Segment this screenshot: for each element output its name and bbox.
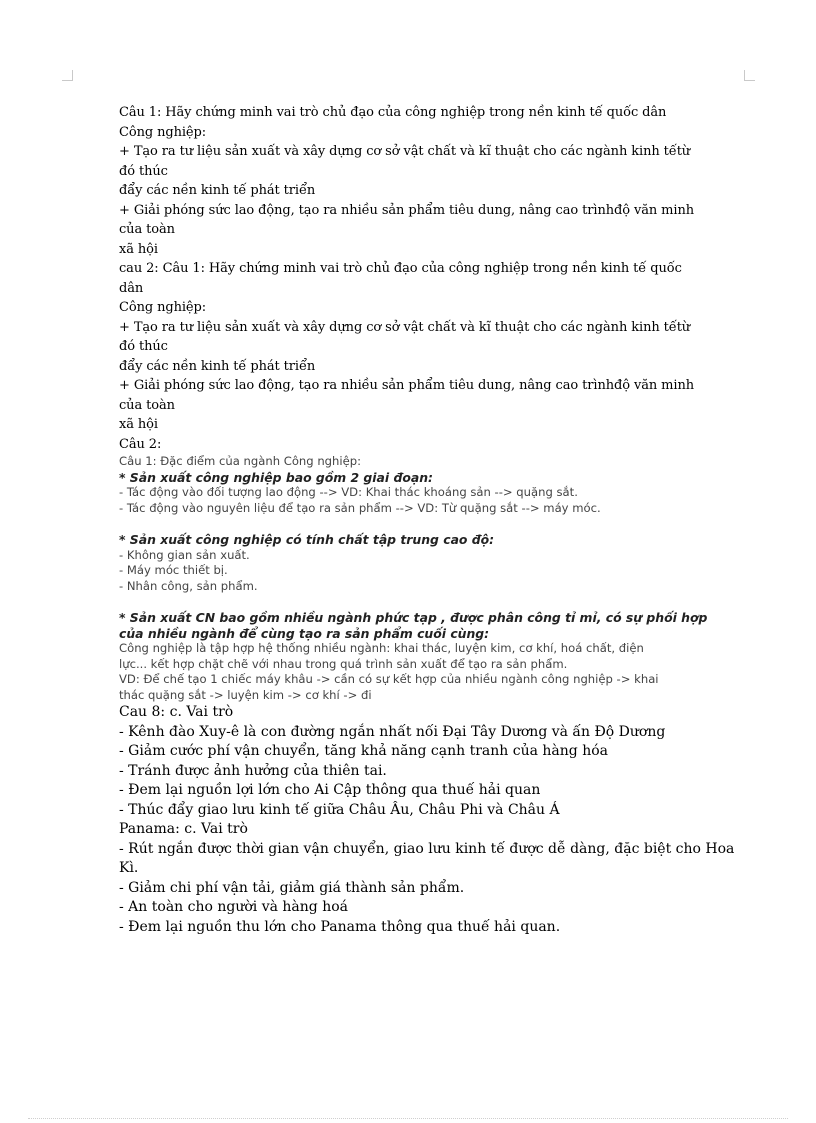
page-corner-mark-top-right — [744, 70, 755, 81]
section-heading: * Sản xuất CN bao gồm nhiều ngành phức tạp , được phân công tỉ mỉ, có sự phối hợp — [119, 610, 708, 625]
role-line: Panama: c. Vai trò — [119, 821, 248, 837]
text-line: xã hội — [119, 241, 158, 257]
section-heading: * Sản xuất công nghiệp bao gồm 2 giai đoạn: — [119, 469, 433, 485]
text-line: đẩy các nền kinh tế phát triển — [119, 358, 316, 374]
section-line: - Tác động vào đối tượng lao động --> VD: Khai thác khoáng sản --> quặng sắt. — [119, 485, 578, 499]
text-line: dân — [119, 280, 144, 296]
section-line: thác quặng sắt -> luyện kim -> cơ khí -> đi — [119, 687, 372, 702]
text-line: + Giải phóng sức lao động, tạo ra nhiều sản phẩm tiêu dung, nâng cao trìnhđộ văn minh — [119, 202, 694, 218]
text-line: đẩy các nền kinh tế phát triển — [119, 183, 316, 198]
characteristic-section — [119, 516, 689, 594]
characteristic-section — [119, 594, 708, 703]
section-heading: của nhiều ngành để cùng tạo ra sản phẩm cuối cùng: — [119, 625, 490, 641]
text-line: đó thúc — [119, 339, 168, 354]
page-corner-mark-top-left — [62, 70, 73, 81]
document-body — [119, 103, 735, 937]
canal-role-section — [119, 703, 735, 937]
role-line: - Giảm chi phí vận tải, giảm giá thành sản phẩm. — [119, 879, 465, 896]
section-line: - Không gian sản xuất. — [119, 547, 250, 562]
text-line: của toàn — [119, 397, 175, 413]
characteristics-section — [119, 454, 708, 703]
characteristic-section — [119, 470, 689, 517]
role-line: - Đem lại nguồn lợi lớn cho Ai Cập thông qua thuế hải quan — [119, 782, 541, 798]
characteristics-title: Câu 1: Đặc điểm của ngành Công nghiệp: — [119, 454, 362, 468]
text-line: đó thúc — [119, 163, 168, 179]
text-line: Câu 2: — [119, 436, 162, 452]
section-line: lực... kết hợp chặt chẽ với nhau trong quá trình sản xuất để tạo ra sản phẩm. — [119, 656, 568, 671]
text-line: của toàn — [119, 222, 175, 237]
section-spacer — [119, 516, 689, 532]
text-line: Công nghiệp: — [119, 124, 207, 140]
text-line: + Tạo ra tư liệu sản xuất và xây dựng cơ sở vật chất và kĩ thuật cho các ngành kinh tếtừ — [119, 144, 691, 159]
text-line: + Tạo ra tư liệu sản xuất và xây dựng cơ sở vật chất và kĩ thuật cho các ngành kinh tếtừ — [119, 319, 691, 335]
section-heading: * Sản xuất công nghiệp có tính chất tập trung cao độ: — [119, 532, 495, 547]
role-line: Kì. — [119, 860, 139, 876]
text-line: Câu 1: Hãy chứng minh vai trò chủ đạo của công nghiệp trong nền kinh tế quốc dân — [119, 105, 667, 120]
characteristics-sections — [119, 469, 708, 704]
text-line: Công nghiệp: — [119, 300, 207, 315]
section-line: - Tác động vào nguyên liệu để tạo ra sản phẩm --> VD: Từ quặng sắt --> máy móc. — [119, 500, 601, 515]
role-line: Cau 8: c. Vai trò — [119, 704, 234, 720]
text-line: + Giải phóng sức lao động, tạo ra nhiều sản phẩm tiêu dung, nâng cao trìnhđộ văn minh — [119, 378, 694, 393]
role-line: - Kênh đào Xuy-ê là con đường ngắn nhất nối Đại Tây Dương và ấn Độ Dương — [119, 723, 666, 740]
role-line: - Rút ngắn được thời gian vận chuyển, giao lưu kinh tế được dễ dàng, đặc biệt cho Hoa — [119, 840, 735, 857]
text-line: cau 2: Câu 1: Hãy chứng minh vai trò chủ đạo của công nghiệp trong nền kinh tế quốc — [119, 261, 682, 276]
role-line: - Thúc đẩy giao lưu kinh tế giữa Châu Âu, Châu Phi và Châu Á — [119, 801, 560, 818]
section-line: VD: Để chế tạo 1 chiếc máy khâu -> cần có sự kết hợp của nhiều ngành công nghiệp -> khai — [119, 672, 659, 686]
role-line: - Tránh được ảnh hưởng của thiên tai. — [119, 762, 387, 779]
role-line: - Đem lại nguồn thu lớn cho Panama thông qua thuế hải quan. — [119, 918, 561, 935]
page-bottom-border — [28, 1118, 788, 1119]
text-line: xã hội — [119, 417, 158, 432]
section-line: - Nhân công, sản phẩm. — [119, 578, 258, 593]
section-line: - Máy móc thiết bị. — [119, 563, 228, 577]
role-line: - Giảm cước phí vận chuyển, tăng khả năng cạnh tranh của hàng hóa — [119, 743, 608, 759]
role-line: - An toàn cho người và hàng hoá — [119, 899, 349, 915]
section-line: Công nghiệp là tập hợp hệ thống nhiều ngành: khai thác, luyện kim, cơ khí, hoá chất, điện — [119, 641, 644, 655]
section-spacer — [119, 594, 689, 610]
question-section-industry — [119, 103, 694, 454]
